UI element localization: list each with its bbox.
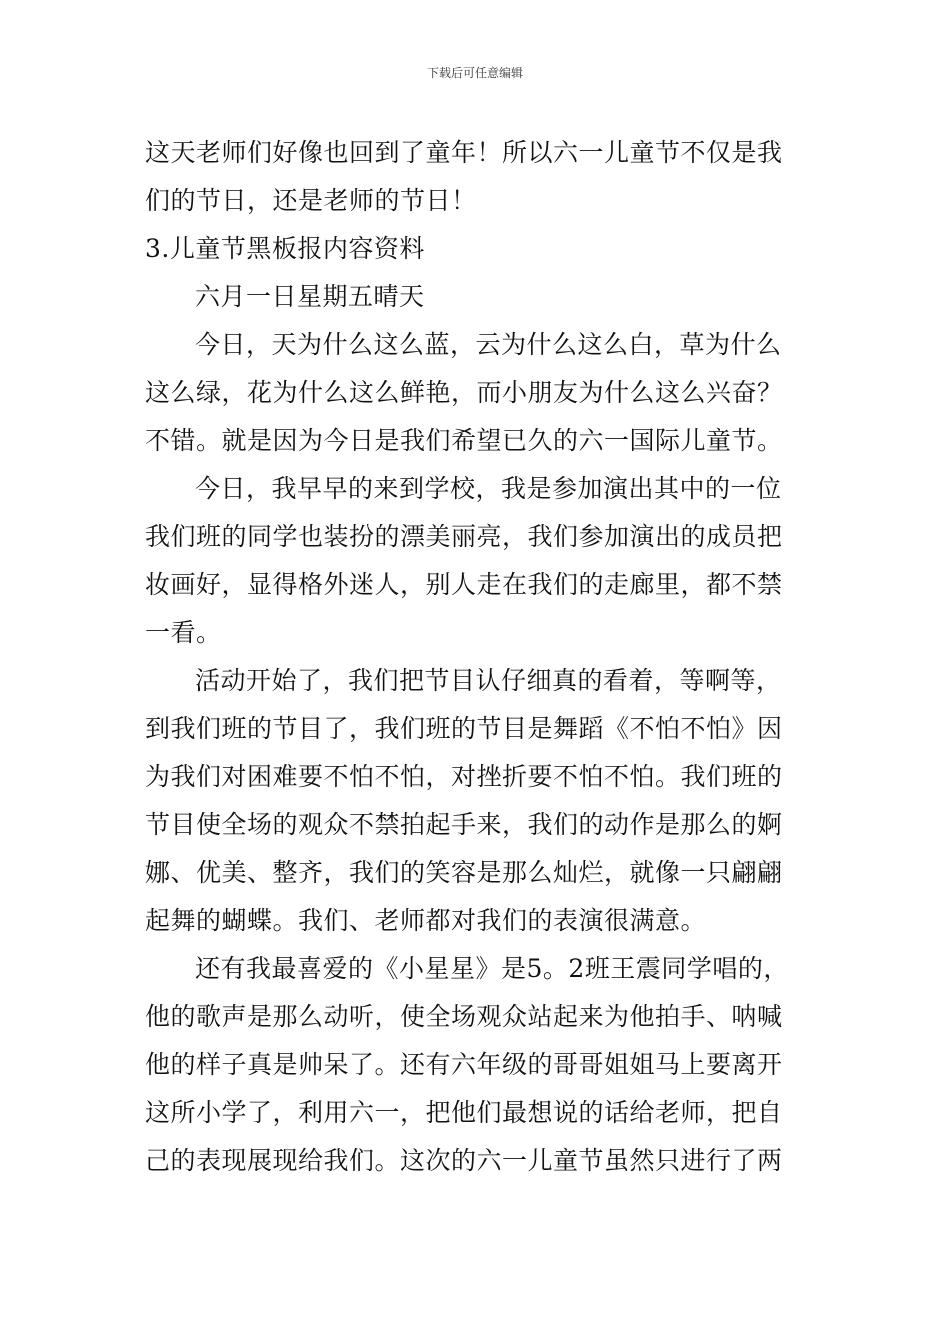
text-line: 这么绿，花为什么这么鲜艳，而小朋友为什么这么兴奋？ xyxy=(145,378,783,407)
text-line: 今日，天为什么这么蓝，云为什么这么白，草为什么 xyxy=(195,330,782,359)
page-header: 下载后可任意编辑 xyxy=(426,66,523,80)
text-line: 六月一日星期五晴天 xyxy=(195,282,425,311)
text-line: 为我们对困难要不怕不怕，对挫折要不怕不怕。我们班的 xyxy=(145,762,783,791)
text-line: 一看。 xyxy=(145,618,222,647)
text-line: 不错。就是因为今日是我们希望已久的六一国际儿童节。 xyxy=(145,426,783,455)
text-line: 到我们班的节目了，我们班的节目是舞蹈《不怕不怕》因 xyxy=(145,714,783,743)
text-line: 娜、优美、整齐，我们的笑容是那么灿烂，就像一只翩翩 xyxy=(145,858,783,887)
text-line: 还有我最喜爱的《小星星》是5。2班王震同学唱的， xyxy=(195,954,789,983)
text-line: 活动开始了，我们把节目认仔细真的看着，等啊等， xyxy=(195,666,782,695)
section-heading: 3.儿童节黑板报内容资料 xyxy=(145,234,425,263)
text-line: 妆画好，显得格外迷人，别人走在我们的走廊里，都不禁 xyxy=(145,570,783,599)
text-line: 今日，我早早的来到学校，我是参加演出其中的一位 xyxy=(195,474,782,503)
text-line: 我们班的同学也装扮的漂美丽亮，我们参加演出的成员把 xyxy=(145,522,783,551)
document-body xyxy=(145,129,810,1185)
text-line: 们的节日，还是老师的节日！ xyxy=(145,186,477,215)
text-line: 起舞的蝴蝶。我们、老师都对我们的表演很满意。 xyxy=(145,906,707,935)
text-line: 节目使全场的观众不禁拍起手来，我们的动作是那么的婀 xyxy=(145,810,783,839)
text-line: 他的样子真是帅呆了。还有六年级的哥哥姐姐马上要离开 xyxy=(145,1050,783,1079)
text-line: 己的表现展现给我们。这次的六一儿童节虽然只进行了两 xyxy=(145,1146,783,1175)
text-line: 这天老师们好像也回到了童年！所以六一儿童节不仅是我 xyxy=(145,138,783,167)
text-line: 这所小学了，利用六一，把他们最想说的话给老师，把自 xyxy=(145,1098,783,1127)
text-line: 他的歌声是那么动听，使全场观众站起来为他拍手、呐喊 xyxy=(145,1002,783,1031)
